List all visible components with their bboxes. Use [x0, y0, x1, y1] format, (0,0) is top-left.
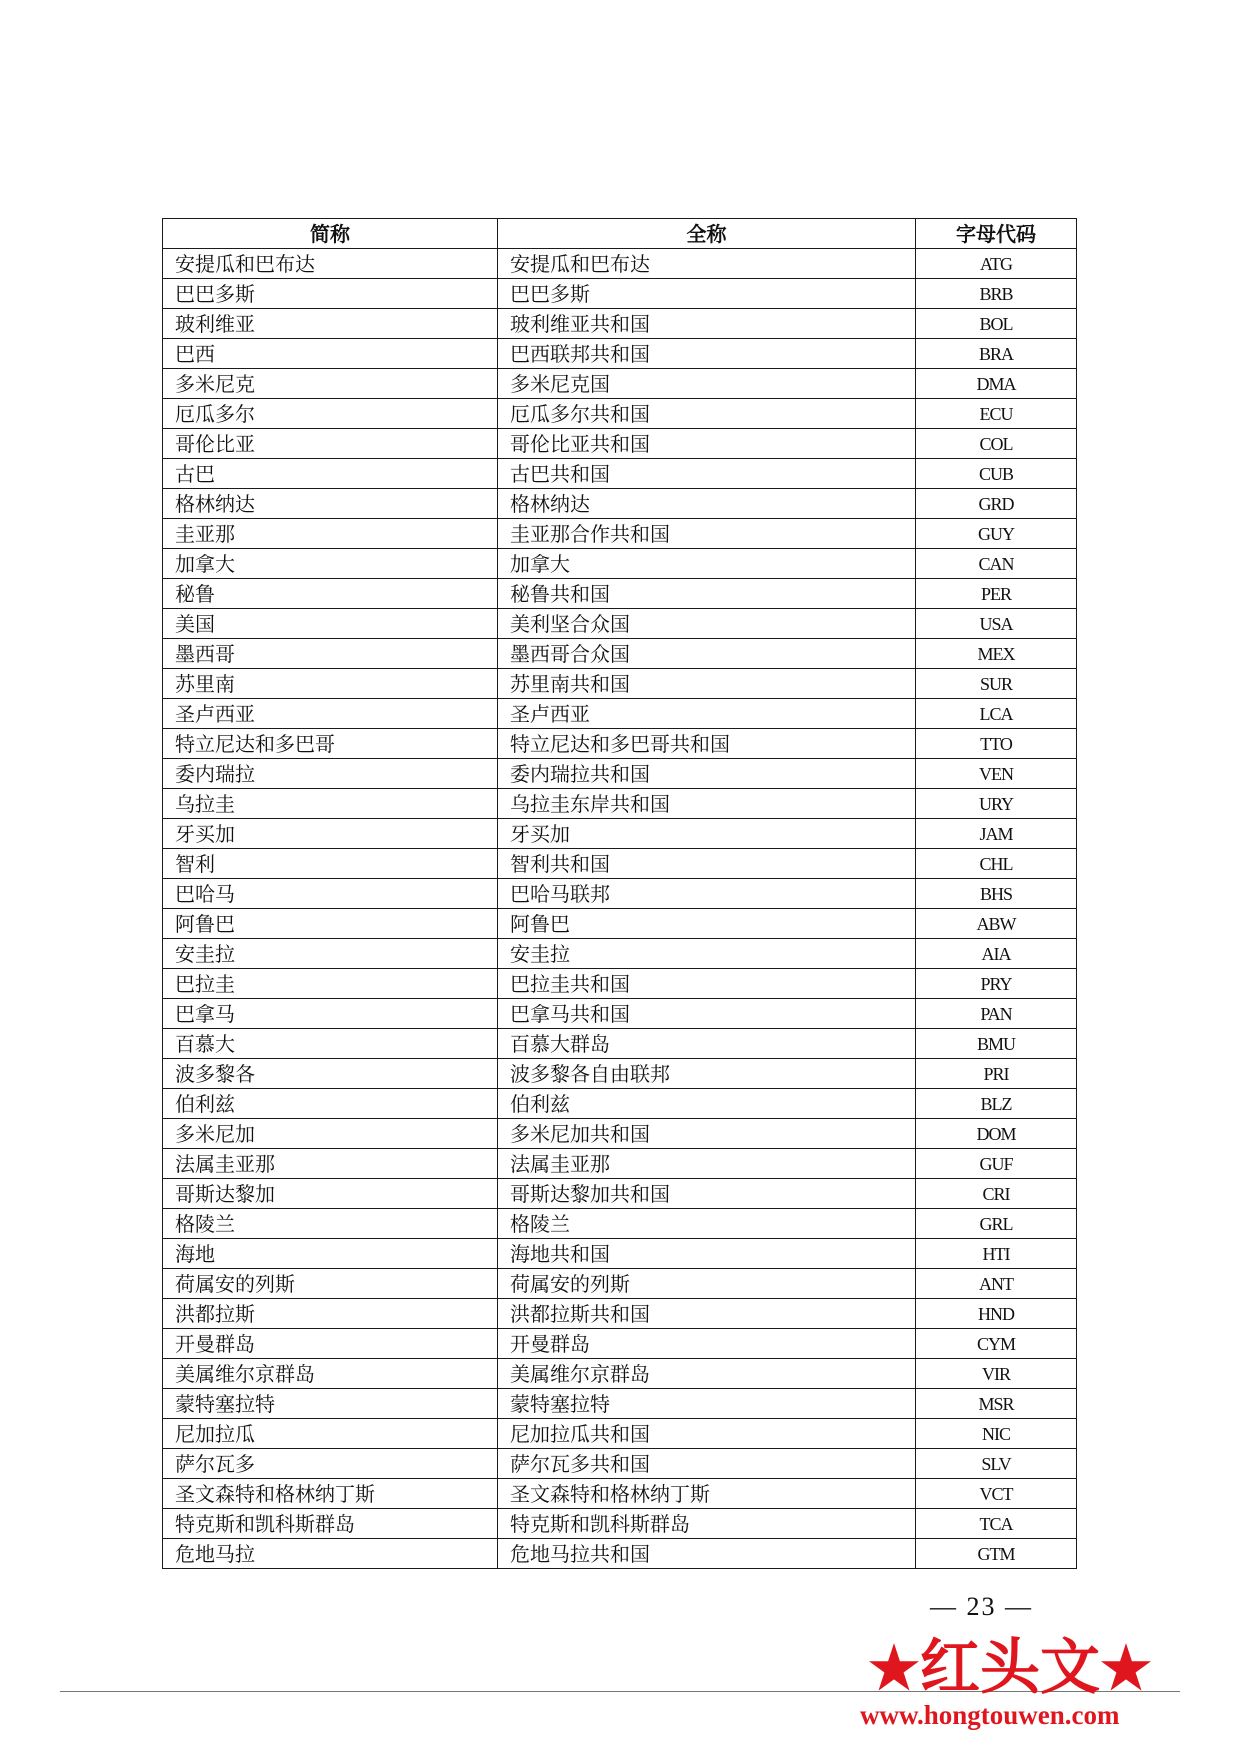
table-row [163, 279, 1077, 309]
cell-full-name: 巴拉圭共和国 [498, 969, 916, 999]
cell-full-name: 巴拿马共和国 [498, 999, 916, 1029]
watermark-brand [868, 1628, 1152, 1708]
cell-alpha-code: CHL [916, 849, 1077, 879]
cell-full-name: 安圭拉 [498, 939, 916, 969]
table-body [163, 249, 1077, 1569]
cell-short-name: 哥斯达黎加 [163, 1179, 498, 1209]
table-row [163, 969, 1077, 999]
cell-alpha-code: DMA [916, 369, 1077, 399]
cell-alpha-code: BMU [916, 1029, 1077, 1059]
cell-full-name: 百慕大群岛 [498, 1029, 916, 1059]
cell-full-name: 波多黎各自由联邦 [498, 1059, 916, 1089]
cell-alpha-code: JAM [916, 819, 1077, 849]
cell-full-name: 多米尼加共和国 [498, 1119, 916, 1149]
table-row [163, 549, 1077, 579]
table-row [163, 1299, 1077, 1329]
table-row [163, 609, 1077, 639]
cell-short-name: 多米尼加 [163, 1119, 498, 1149]
cell-short-name: 阿鲁巴 [163, 909, 498, 939]
watermark-url: www.hongtouwen.com [860, 1700, 1120, 1730]
cell-short-name: 委内瑞拉 [163, 759, 498, 789]
cell-alpha-code: GUY [916, 519, 1077, 549]
table-row [163, 459, 1077, 489]
table-row [163, 1359, 1077, 1389]
cell-full-name: 伯利兹 [498, 1089, 916, 1119]
cell-alpha-code: GRL [916, 1209, 1077, 1239]
table-row [163, 369, 1077, 399]
cell-alpha-code: NIC [916, 1419, 1077, 1449]
cell-full-name: 哥伦比亚共和国 [498, 429, 916, 459]
cell-short-name: 荷属安的列斯 [163, 1269, 498, 1299]
cell-alpha-code: VIR [916, 1359, 1077, 1389]
cell-alpha-code: VEN [916, 759, 1077, 789]
cell-alpha-code: GRD [916, 489, 1077, 519]
cell-short-name: 圣卢西亚 [163, 699, 498, 729]
table-row [163, 1269, 1077, 1299]
header-alpha-code: 字母代码 [916, 219, 1077, 249]
cell-short-name: 海地 [163, 1239, 498, 1269]
cell-full-name: 危地马拉共和国 [498, 1539, 916, 1569]
cell-short-name: 多米尼克 [163, 369, 498, 399]
cell-full-name: 圣文森特和格林纳丁斯 [498, 1479, 916, 1509]
table-row [163, 1209, 1077, 1239]
cell-short-name: 百慕大 [163, 1029, 498, 1059]
cell-alpha-code: HTI [916, 1239, 1077, 1269]
star-icon: ★ [1100, 1634, 1152, 1702]
cell-short-name: 洪都拉斯 [163, 1299, 498, 1329]
cell-full-name: 特克斯和凯科斯群岛 [498, 1509, 916, 1539]
cell-full-name: 蒙特塞拉特 [498, 1389, 916, 1419]
cell-full-name: 墨西哥合众国 [498, 639, 916, 669]
table-row [163, 519, 1077, 549]
cell-alpha-code: BLZ [916, 1089, 1077, 1119]
cell-short-name: 苏里南 [163, 669, 498, 699]
cell-short-name: 玻利维亚 [163, 309, 498, 339]
cell-alpha-code: PRI [916, 1059, 1077, 1089]
table-row [163, 909, 1077, 939]
cell-short-name: 圣文森特和格林纳丁斯 [163, 1479, 498, 1509]
cell-short-name: 危地马拉 [163, 1539, 498, 1569]
cell-full-name: 安提瓜和巴布达 [498, 249, 916, 279]
watermark-brand-text: 红头文 [920, 1633, 1100, 1703]
cell-short-name: 美国 [163, 609, 498, 639]
table-row [163, 819, 1077, 849]
cell-full-name: 圭亚那合作共和国 [498, 519, 916, 549]
cell-short-name: 美属维尔京群岛 [163, 1359, 498, 1389]
table-row [163, 489, 1077, 519]
table-row [163, 579, 1077, 609]
cell-short-name: 蒙特塞拉特 [163, 1389, 498, 1419]
cell-short-name: 尼加拉瓜 [163, 1419, 498, 1449]
cell-full-name: 美利坚合众国 [498, 609, 916, 639]
cell-full-name: 巴巴多斯 [498, 279, 916, 309]
cell-full-name: 巴西联邦共和国 [498, 339, 916, 369]
cell-alpha-code: ANT [916, 1269, 1077, 1299]
cell-alpha-code: AIA [916, 939, 1077, 969]
header-full-name: 全称 [498, 219, 916, 249]
table-row [163, 1479, 1077, 1509]
cell-short-name: 古巴 [163, 459, 498, 489]
cell-short-name: 法属圭亚那 [163, 1149, 498, 1179]
cell-alpha-code: PER [916, 579, 1077, 609]
cell-full-name: 法属圭亚那 [498, 1149, 916, 1179]
country-code-table [162, 218, 1077, 1569]
cell-alpha-code: USA [916, 609, 1077, 639]
table-header-row [163, 219, 1077, 249]
cell-alpha-code: MSR [916, 1389, 1077, 1419]
cell-full-name: 萨尔瓦多共和国 [498, 1449, 916, 1479]
table-row [163, 309, 1077, 339]
cell-full-name: 古巴共和国 [498, 459, 916, 489]
cell-alpha-code: PAN [916, 999, 1077, 1029]
cell-short-name: 格林纳达 [163, 489, 498, 519]
header-short-name: 简称 [163, 219, 498, 249]
table-row [163, 669, 1077, 699]
table-row [163, 789, 1077, 819]
cell-full-name: 哥斯达黎加共和国 [498, 1179, 916, 1209]
cell-alpha-code: PRY [916, 969, 1077, 999]
cell-alpha-code: ECU [916, 399, 1077, 429]
cell-full-name: 圣卢西亚 [498, 699, 916, 729]
cell-alpha-code: MEX [916, 639, 1077, 669]
cell-full-name: 格林纳达 [498, 489, 916, 519]
cell-short-name: 特立尼达和多巴哥 [163, 729, 498, 759]
table-row [163, 1149, 1077, 1179]
cell-short-name: 波多黎各 [163, 1059, 498, 1089]
table-row [163, 879, 1077, 909]
cell-alpha-code: LCA [916, 699, 1077, 729]
cell-short-name: 伯利兹 [163, 1089, 498, 1119]
cell-short-name: 乌拉圭 [163, 789, 498, 819]
cell-short-name: 安提瓜和巴布达 [163, 249, 498, 279]
cell-alpha-code: CAN [916, 549, 1077, 579]
cell-full-name: 玻利维亚共和国 [498, 309, 916, 339]
table-row [163, 1539, 1077, 1569]
cell-short-name: 开曼群岛 [163, 1329, 498, 1359]
table-row [163, 339, 1077, 369]
cell-short-name: 特克斯和凯科斯群岛 [163, 1509, 498, 1539]
cell-short-name: 安圭拉 [163, 939, 498, 969]
cell-short-name: 厄瓜多尔 [163, 399, 498, 429]
cell-alpha-code: URY [916, 789, 1077, 819]
cell-full-name: 巴哈马联邦 [498, 879, 916, 909]
cell-full-name: 特立尼达和多巴哥共和国 [498, 729, 916, 759]
cell-alpha-code: TTO [916, 729, 1077, 759]
cell-alpha-code: SUR [916, 669, 1077, 699]
table-row [163, 1059, 1077, 1089]
cell-full-name: 厄瓜多尔共和国 [498, 399, 916, 429]
table-row [163, 1419, 1077, 1449]
cell-full-name: 苏里南共和国 [498, 669, 916, 699]
table-row [163, 1029, 1077, 1059]
table-row [163, 1089, 1077, 1119]
cell-short-name: 萨尔瓦多 [163, 1449, 498, 1479]
page-number: — 23 — [930, 1592, 1033, 1621]
table-row [163, 999, 1077, 1029]
table-row [163, 849, 1077, 879]
cell-short-name: 墨西哥 [163, 639, 498, 669]
cell-alpha-code: VCT [916, 1479, 1077, 1509]
table-row [163, 399, 1077, 429]
cell-alpha-code: GTM [916, 1539, 1077, 1569]
cell-full-name: 荷属安的列斯 [498, 1269, 916, 1299]
cell-full-name: 多米尼克国 [498, 369, 916, 399]
cell-short-name: 哥伦比亚 [163, 429, 498, 459]
table-row [163, 1389, 1077, 1419]
cell-alpha-code: ATG [916, 249, 1077, 279]
cell-alpha-code: DOM [916, 1119, 1077, 1149]
cell-short-name: 牙买加 [163, 819, 498, 849]
cell-alpha-code: ABW [916, 909, 1077, 939]
cell-full-name: 洪都拉斯共和国 [498, 1299, 916, 1329]
cell-short-name: 巴西 [163, 339, 498, 369]
table-row [163, 1509, 1077, 1539]
table-row [163, 1449, 1077, 1479]
table-row [163, 1329, 1077, 1359]
cell-alpha-code: BRB [916, 279, 1077, 309]
cell-alpha-code: BRA [916, 339, 1077, 369]
cell-alpha-code: COL [916, 429, 1077, 459]
cell-full-name: 美属维尔京群岛 [498, 1359, 916, 1389]
cell-full-name: 乌拉圭东岸共和国 [498, 789, 916, 819]
cell-alpha-code: CRI [916, 1179, 1077, 1209]
cell-short-name: 圭亚那 [163, 519, 498, 549]
cell-short-name: 巴巴多斯 [163, 279, 498, 309]
cell-alpha-code: SLV [916, 1449, 1077, 1479]
star-icon: ★ [868, 1634, 920, 1702]
cell-full-name: 秘鲁共和国 [498, 579, 916, 609]
cell-alpha-code: BOL [916, 309, 1077, 339]
cell-alpha-code: CUB [916, 459, 1077, 489]
cell-short-name: 巴拿马 [163, 999, 498, 1029]
cell-full-name: 阿鲁巴 [498, 909, 916, 939]
table-row [163, 639, 1077, 669]
cell-alpha-code: GUF [916, 1149, 1077, 1179]
cell-short-name: 智利 [163, 849, 498, 879]
cell-short-name: 巴哈马 [163, 879, 498, 909]
table-row [163, 429, 1077, 459]
cell-alpha-code: CYM [916, 1329, 1077, 1359]
table-row [163, 729, 1077, 759]
cell-full-name: 尼加拉瓜共和国 [498, 1419, 916, 1449]
table-row [163, 699, 1077, 729]
cell-short-name: 巴拉圭 [163, 969, 498, 999]
table-row [163, 939, 1077, 969]
table-row [163, 1179, 1077, 1209]
cell-full-name: 开曼群岛 [498, 1329, 916, 1359]
cell-alpha-code: BHS [916, 879, 1077, 909]
cell-short-name: 秘鲁 [163, 579, 498, 609]
table-row [163, 1119, 1077, 1149]
cell-full-name: 智利共和国 [498, 849, 916, 879]
table-row [163, 1239, 1077, 1269]
table-row [163, 759, 1077, 789]
cell-alpha-code: HND [916, 1299, 1077, 1329]
cell-full-name: 格陵兰 [498, 1209, 916, 1239]
cell-full-name: 海地共和国 [498, 1239, 916, 1269]
cell-alpha-code: TCA [916, 1509, 1077, 1539]
table-row [163, 249, 1077, 279]
cell-full-name: 加拿大 [498, 549, 916, 579]
cell-full-name: 牙买加 [498, 819, 916, 849]
cell-short-name: 格陵兰 [163, 1209, 498, 1239]
cell-short-name: 加拿大 [163, 549, 498, 579]
cell-full-name: 委内瑞拉共和国 [498, 759, 916, 789]
